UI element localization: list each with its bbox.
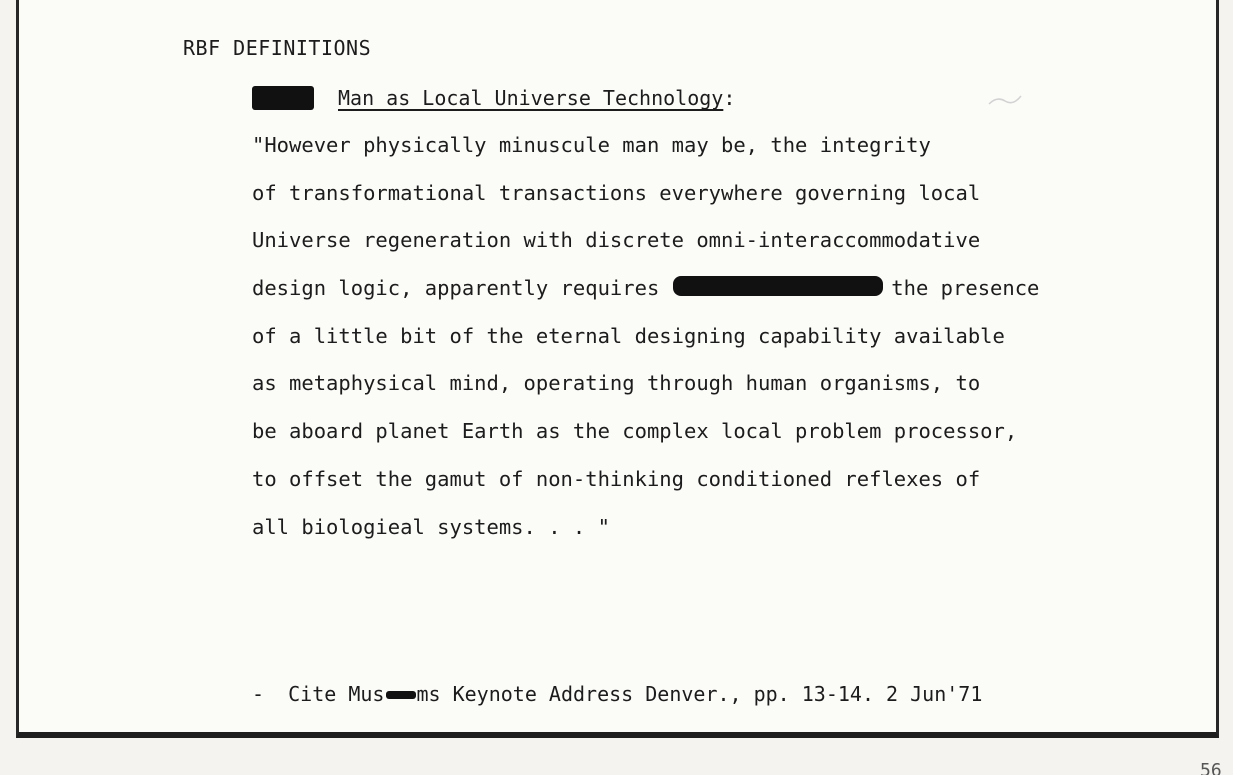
page-number: 56: [1200, 760, 1222, 775]
citation-end: ms Keynote Address Denver., pp. 13-14. 2 Jun'71: [416, 682, 983, 706]
quote-line: of a little bit of the eternal designing capability available: [252, 323, 1005, 348]
redaction-block: [252, 86, 314, 110]
subject-suffix: :: [723, 86, 736, 110]
redaction-block: [673, 276, 883, 296]
quote-line: all biologieal systems. . . ": [252, 514, 610, 539]
redaction-block: [386, 691, 416, 699]
quote-line: as metaphysical mind, operating through human organisms, to: [252, 371, 981, 396]
quote-line-start: design logic, apparently requires: [252, 276, 660, 301]
citation: [252, 682, 982, 706]
quote-line: Universe regeneration with discrete omni-interaccommodative: [252, 228, 981, 253]
pen-mark-icon: [987, 92, 1023, 108]
quote-line: of transformational transactions everywhere governing local: [252, 180, 981, 205]
definition-quote: [252, 133, 1152, 562]
citation-start: - Cite Mus: [252, 682, 385, 706]
quote-line: "However physically minuscule man may be, the integrity: [252, 133, 931, 157]
document-heading: RBF DEFINITIONS: [183, 36, 372, 60]
quote-line: [252, 276, 1152, 324]
subject-title: Man as Local Universe Technology: [338, 86, 724, 110]
quote-line: to offset the gamut of non-thinking conditioned reflexes of: [252, 466, 981, 491]
quote-line: be aboard planet Earth as the complex local problem processor,: [252, 419, 1018, 444]
definition-subject: [252, 86, 735, 112]
quote-line-end: the presence: [891, 276, 1040, 301]
document-card: [16, 0, 1219, 738]
